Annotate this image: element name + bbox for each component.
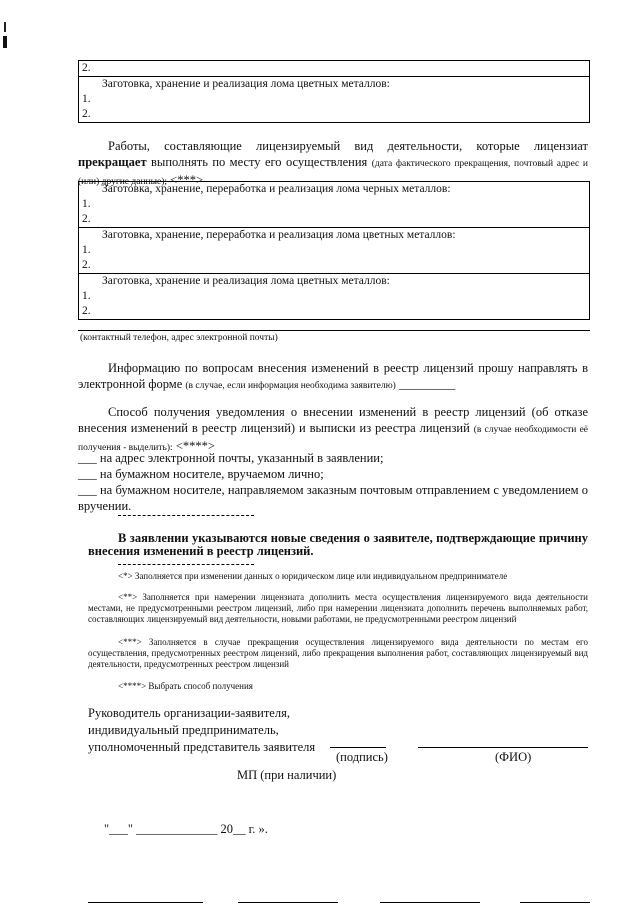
method-option: ___ на бумажном носителе, направляемом заказным почтовым отправлением с уведомлением о вручении.	[78, 483, 588, 513]
info-paragraph: Информацию по вопросам внесения изменений в реестр лицензий прошу направлять в электронной форме (в случае, если информация необходима заявителю) _________	[78, 361, 588, 391]
terminate-paragraph: Работы, составляющие лицензируемый вид деятельности, которые лицензиат прекращает выполнять по месту его осуществления (дата фактического прекращения, почтовый адрес и (или) другие данные); <***>	[78, 139, 589, 187]
footnote: <****> Выбрать способ получения	[118, 681, 253, 691]
separator	[118, 564, 254, 565]
method-option: ___ на бумажном носителе, вручаемом лично;	[78, 467, 324, 481]
bottom-rule	[380, 902, 480, 903]
method-paragraph: Способ получения уведомления о внесении изменений в реестр лицензий (об отказе внесения изменений в реестр лицензий) и выписки из реестра лицензий (в случае необходимости её получения - выделить): <****>	[78, 405, 589, 453]
scan-edge-mark	[0, 0, 10, 905]
method-option: ___ на адрес электронной почты, указанный в заявлении;	[78, 451, 384, 465]
contact-caption: (контактный телефон, адрес электронной почты)	[80, 333, 278, 343]
separator	[118, 515, 254, 516]
bottom-rule	[238, 902, 338, 903]
top-table	[78, 60, 590, 123]
row-title: Заготовка, хранение и реализация лома цветных металлов:	[102, 78, 390, 90]
signature-caption: (подпись)	[336, 750, 388, 764]
table-cell: 2.	[79, 61, 590, 77]
bottom-rule	[88, 902, 203, 903]
footnote: <*> Заполняется при изменении данных о юридическом лице или индивидуальном предпринимателе	[118, 571, 508, 581]
signature-line	[330, 747, 386, 748]
table-cell: Заготовка, хранение, переработка и реализация лома цветных металлов: 1. 2.	[79, 228, 590, 274]
bottom-rule	[520, 902, 590, 903]
fio-caption: (ФИО)	[495, 750, 532, 764]
footnote: <**> Заполняется при намерении лицензиата дополнить места осуществления лицензируемого вида деятельности местами, не предусмотренными реестром лицензий, либо при намерении лицензиата дополнить перечень выполняемых работ, составляющих лицензируемый вид деятельности, новыми работами, не предусмотренными реестром лицензий	[88, 592, 588, 624]
terminate-table	[78, 181, 590, 320]
table-cell: Заготовка, хранение, переработка и реализация лома черных металлов: 1. 2.	[79, 182, 590, 228]
fio-line	[418, 747, 588, 748]
table-cell: Заготовка, хранение и реализация лома цветных металлов: 1. 2.	[79, 77, 590, 123]
signer-block: Руководитель организации-заявителя, индивидуальный предприниматель, уполномоченный представитель заявителя	[88, 706, 316, 754]
note-bold: В заявлении указываются новые сведения о заявителе, подтверждающие причину внесения изменений в реестр лицензий.	[88, 531, 588, 558]
footnote: <***> Заполняется в случае прекращения осуществления лицензируемого вида деятельности по местам его осуществления, предусмотренных реестром лицензий, либо прекращения выполнения работ, составляющих лицензируемый вид деятельности, предусмотренных реестром лицензий	[88, 637, 588, 669]
stamp-caption: МП (при наличии)	[237, 768, 337, 782]
table-cell: Заготовка, хранение и реализация лома цветных металлов: 1. 2.	[79, 274, 590, 320]
contact-line	[78, 330, 590, 331]
method-options	[78, 450, 588, 514]
date-line: "___" _____________ 20__ г. ».	[104, 822, 268, 836]
